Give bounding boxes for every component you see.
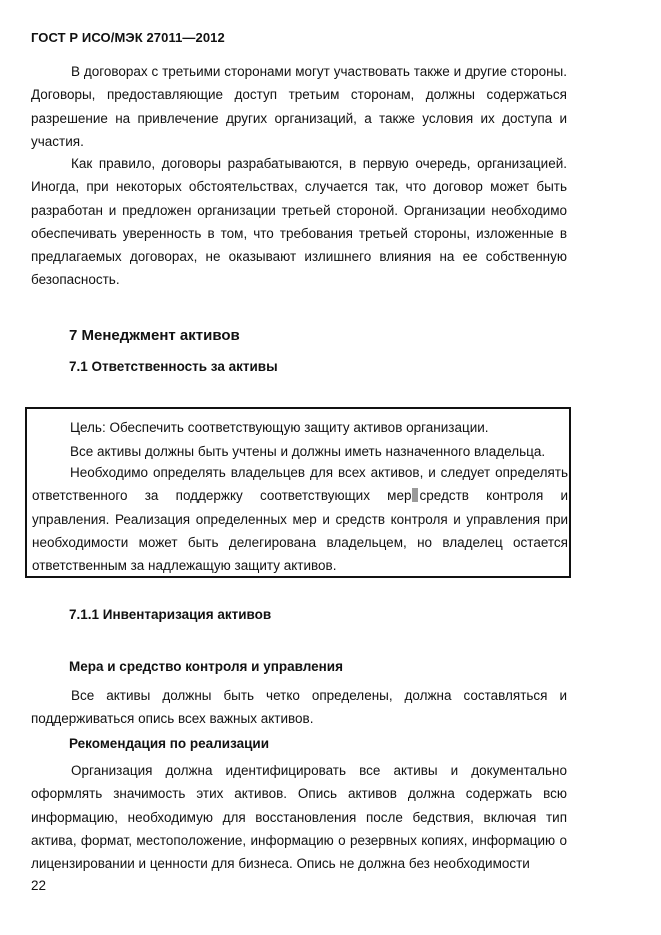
page-number: 22	[31, 878, 47, 893]
document-header: ГОСТ Р ИСО/МЭК 27011—2012	[31, 30, 225, 45]
paragraph-contracts: Как правило, договоры разрабатываются, в первую очередь, организацией. Иногда, при некоторых обстоятельствах, случается так, что договор может быть разработан и предложен организации третьей стороной. Организации необходимо обеспечивать уверенность в том, что требования третьей стороны, изложенные в предлагаемых договорах, не оказывают излишнего влияния на ее собственную безопасность.	[31, 156, 567, 288]
text-cursor-icon	[412, 488, 418, 502]
owner-responsibility-paragraph	[32, 461, 568, 577]
goal-box	[25, 407, 571, 578]
section-7-heading: 7 Менеджмент активов	[69, 327, 240, 344]
measure-paragraph: Все активы должны быть четко определены, должна составляться и поддерживаться опись всех важных активов.	[31, 688, 567, 727]
recommendation-paragraph: Организация должна идентифицировать все активы и документально оформлять значимость этих активов. Опись активов должна содержать всю информацию, необходимую для восстановления после бедствия, включая тип актива, формат, местоположение, информацию о резервных копиях, информацию о лицензировании и ценности для бизнеса. Опись не должна без необходимости	[31, 763, 567, 872]
assets-accounted-line: Все активы должны быть учтены и должны иметь назначенного владельца.	[70, 444, 546, 459]
goal-line: Цель: Обеспечить соответствующую защиту активов организации.	[70, 420, 489, 435]
section-7-1-heading: 7.1 Ответственность за активы	[69, 359, 278, 374]
owner-text-after-cursor: средств контроля и управления. Реализация определенных мер и средств контроля и управления при необходимости может быть делегирована владельцем, но владелец остается ответственным за надлежащую защиту активов.	[32, 488, 569, 574]
section-7-1-1-heading: 7.1.1 Инвентаризация активов	[69, 607, 272, 622]
owner-text-before-cursor: Необходимо определять владельцев для всех активов, и следует определять ответственного за поддержку соответствующих мер	[32, 465, 568, 504]
measure-heading: Мера и средство контроля и управления	[69, 659, 343, 674]
paragraph-third-parties: В договорах с третьими сторонами могут участвовать также и другие стороны. Договоры, предоставляющие доступ третьим сторонам, должны содержаться разрешение на привлечение других организаций, а также условия их доступа и участия.	[31, 64, 567, 149]
recommendation-heading: Рекомендация по реализации	[69, 736, 270, 751]
